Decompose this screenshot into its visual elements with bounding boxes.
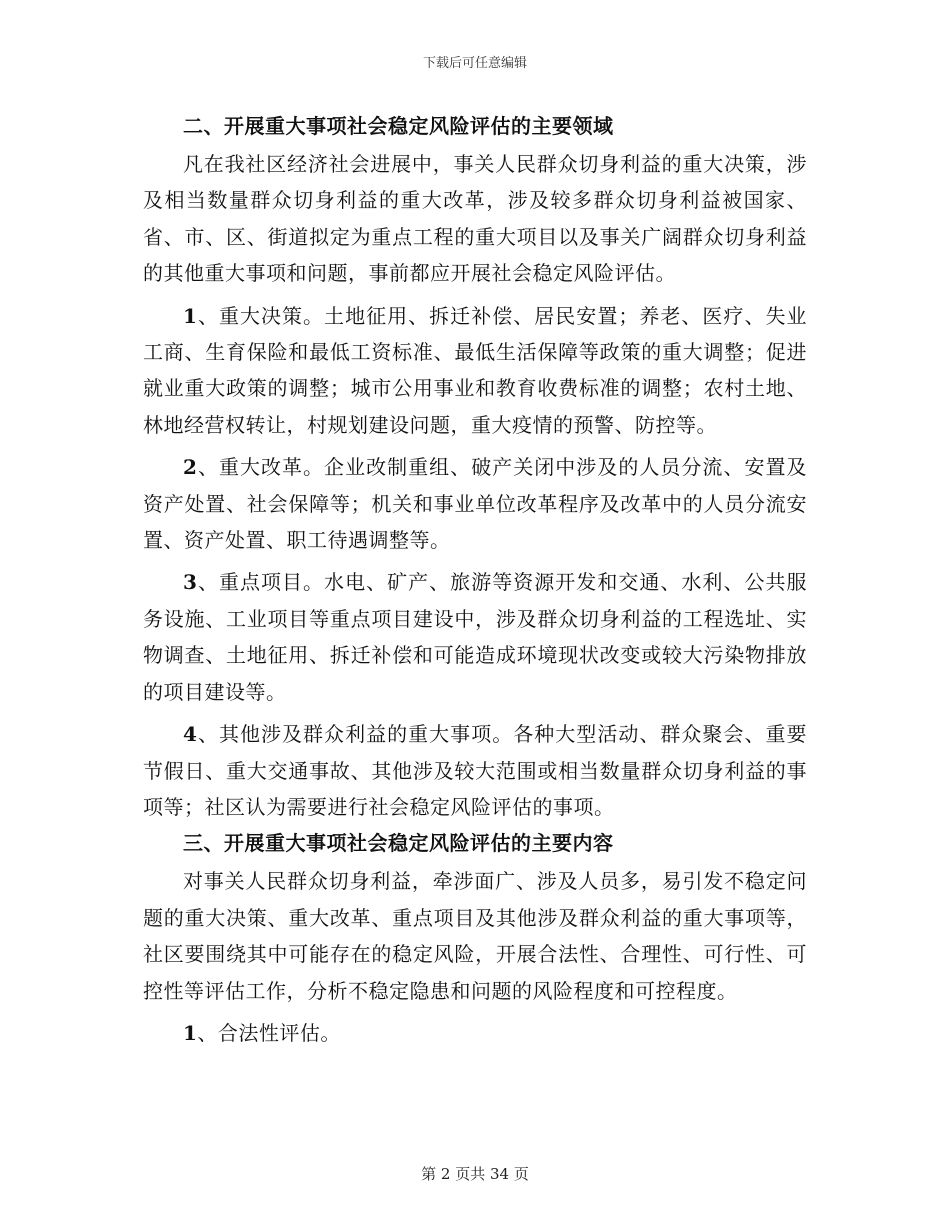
section-3-intro: 对事关人民群众切身利益，牵涉面广、涉及人员多，易引发不稳定问题的重大决策、重大改革、重点项目及其他涉及群众利益的重大事项等，社区要围绕其中可能存在的稳定风险，开展合法性、合理性、可行性、可控性等评估工作，分析不稳定隐患和问题的风险程度和可控程度。: [143, 869, 807, 1003]
item-2-text: 、重大改革。企业改制重组、破产关闭中涉及的人员分流、安置及资产处置、社会保障等；机关和事业单位改革程序及改革中的人员分流安置、资产处置、职工待遇调整等。: [143, 455, 807, 553]
sub-item-1-text: 、合法性评估。: [197, 1020, 341, 1045]
section-2-heading: 二、开展重大事项社会稳定风险评估的主要领域: [183, 114, 614, 138]
item-4-paragraph: [143, 716, 807, 825]
document-body: [143, 108, 807, 1051]
sub-item-1-paragraph: [143, 1015, 807, 1051]
item-1-paragraph: [143, 298, 807, 444]
section-2-intro: 凡在我社区经济社会进展中，事关人民群众切身利益的重大决策，涉及相当数量群众切身利益的重大改革，涉及较多群众切身利益被国家、省、市、区、街道拟定为重点工程的重大项目以及事关广阔群众切身利益的其他重大事项和问题，事前都应开展社会稳定风险评估。: [143, 152, 807, 286]
item-3-text: 、重点项目。水电、矿产、旅游等资源开发和交通、水利、公共服务设施、工业项目等重点项目建设中，涉及群众切身利益的工程选址、实物调查、土地征用、拆迁补偿和可能造成环境现状改变或较大污染物排放的项目建设等。: [143, 570, 807, 704]
item-4-number: 4: [183, 722, 198, 747]
sub-item-1-number: 1: [183, 1020, 198, 1045]
item-4-text: 、其他涉及群众利益的重大事项。各种大型活动、群众聚会、重要节假日、重大交通事故、其他涉及较大范围或相当数量群众切身利益的事项等；社区认为需要进行社会稳定风险评估的事项。: [143, 722, 807, 819]
section-3-heading: 三、开展重大事项社会稳定风险评估的主要内容: [183, 831, 614, 856]
item-1-text: 、重大决策。土地征用、拆迁补偿、居民安置；养老、医疗、失业工商、生育保险和最低工资标准、最低生活保障等政策的重大调整；促进就业重大政策的调整；城市公用事业和教育收费标准的调整；农村土地、林地经营权转让，村规划建设问题，重大疫情的预警、防控等。: [143, 303, 807, 437]
page-number-footer: 第 2 页共 34 页: [421, 1165, 529, 1183]
page-header-note: 下载后可任意编辑: [422, 56, 527, 71]
item-3-number: 3: [183, 570, 198, 595]
item-3-paragraph: [143, 564, 807, 710]
item-1-number: 1: [183, 303, 198, 328]
item-2-number: 2: [183, 455, 198, 480]
item-2-paragraph: [143, 449, 807, 558]
